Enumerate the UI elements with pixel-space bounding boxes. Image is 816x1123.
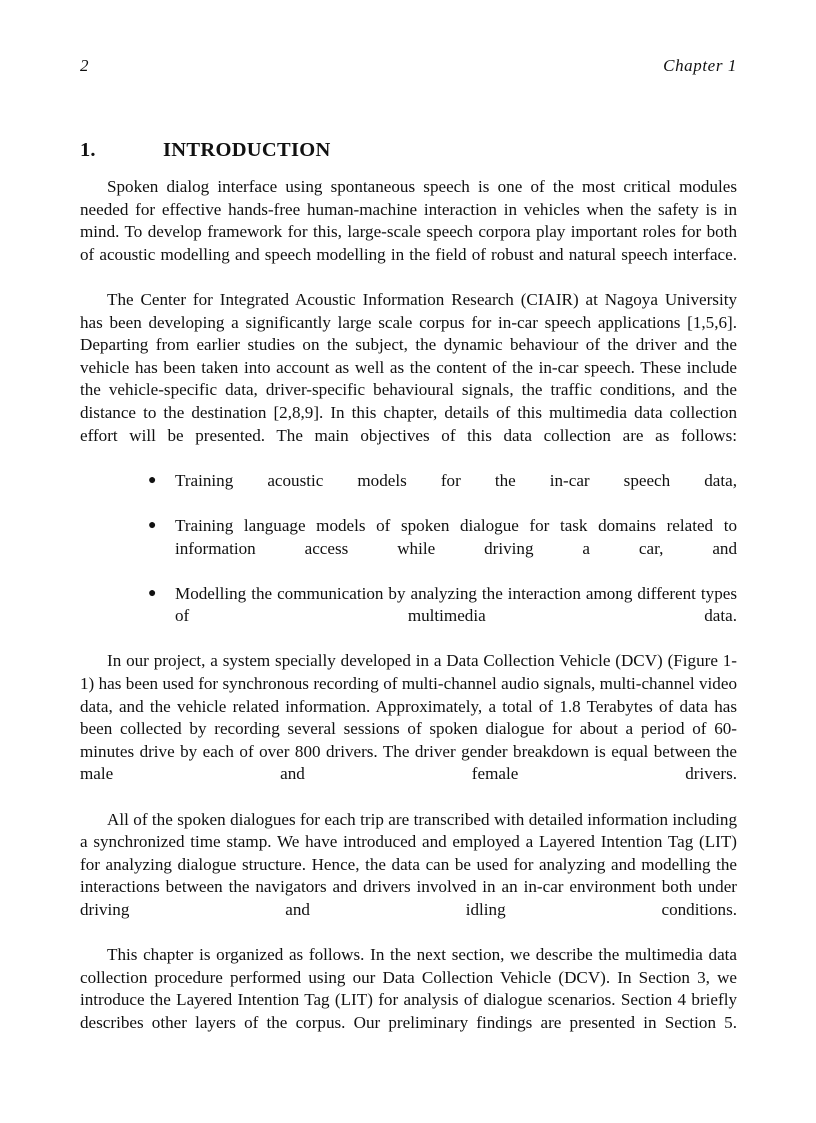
bullet-icon: ● (148, 585, 157, 601)
body-text (80, 176, 737, 1057)
page-title (80, 139, 737, 162)
section-number: 1. (80, 138, 96, 161)
paragraph: The Center for Integrated Acoustic Information Research (CIAIR) at Nagoya University has been developing a significantly large scale corpus for in-car speech applications [1,5,6]. Departing from earlier studies on the subject, the dynamic behaviour of the driver and the vehicle has been taken into account as well as the content of the in-car speech. These include the vehicle-specific data, driver-specific behavioural signals, the traffic conditions, and the distance to the destination [2,8,9]. In this chapter, details of this multimedia data collection effort will be presented. The main objectives of this data collection are as follows: (80, 289, 737, 445)
list-item-label: Modelling the communication by analyzing the interaction among different types of multimedia data. (175, 583, 737, 626)
bullet-icon: ● (148, 517, 157, 533)
list-item (80, 515, 737, 583)
paragraph: Spoken dialog interface using spontaneous speech is one of the most critical modules needed for effective hands-free human-machine interaction in vehicles when the safety is in mind. To develop framework for this, large-scale speech corpora play important roles for both of acoustic modelling and speech modelling in the field of robust and natural speech interface. (80, 177, 737, 264)
running-head (80, 56, 737, 76)
paragraph: This chapter is organized as follows. In the next section, we describe the multimedia data collection procedure performed using our Data Collection Vehicle (DCV). In Section 3, we introduce the Layered Intention Tag (LIT) for analysis of dialogue scenarios. Section 4 briefly describes other layers of the corpus. Our preliminary findings are presented in Section 5. (80, 945, 737, 1032)
objectives-list (80, 470, 737, 651)
running-title: Chapter 1 (663, 56, 737, 75)
page-number: 2 (80, 56, 89, 75)
paragraph: In our project, a system specially developed in a Data Collection Vehicle (DCV) (Figure 1-1) has been used for synchronous recording of multi-channel audio signals, multi-channel video data, and the vehicle related information. Approximately, a total of 1.8 Terabytes of data has been collected by recording several sessions of spoken dialogue for about a period of 60-minutes drive by each of over 800 drivers. The driver gender breakdown is equal between the male and female drivers. (80, 651, 737, 784)
paragraph: All of the spoken dialogues for each trip are transcribed with detailed information including a synchronized time stamp. We have introduced and employed a Layered Intention Tag (LIT) for analyzing dialogue structure. Hence, the data can be used for analyzing and modelling the interactions between the navigators and drivers involved in an in-car environment both under driving and idling conditions. (80, 809, 737, 919)
bullet-icon: ● (148, 472, 157, 488)
list-item (80, 470, 737, 515)
section-title: INTRODUCTION (163, 138, 331, 161)
list-item-label: Training language models of spoken dialogue for task domains related to information access while driving a car, and (175, 515, 737, 558)
list-item (80, 583, 737, 651)
list-item-label: Training acoustic models for the in-car speech data, (175, 470, 737, 490)
